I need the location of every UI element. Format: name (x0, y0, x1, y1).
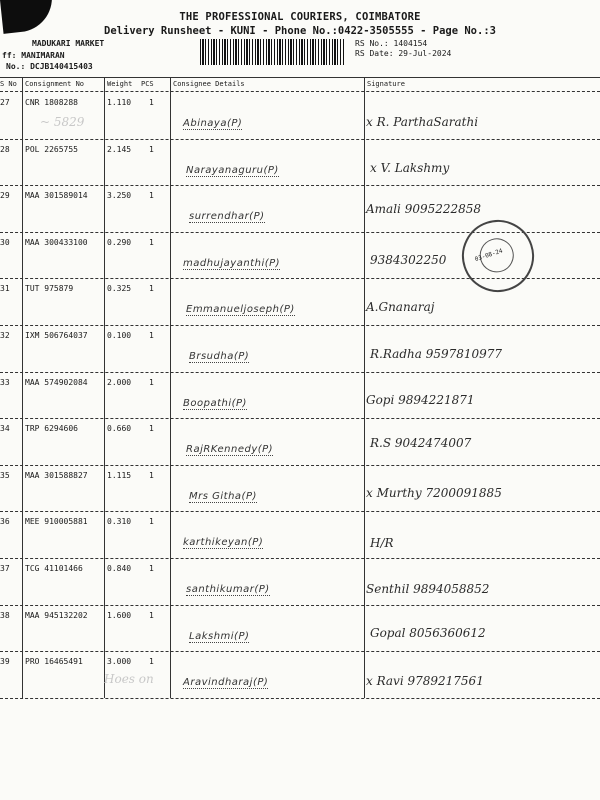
row-pcs: 1 (149, 517, 154, 527)
column-rule (104, 77, 105, 698)
col-header-consignee: Consignee Details (173, 80, 245, 88)
row-divider (0, 372, 600, 373)
row-sno: 27 (0, 98, 10, 107)
row-consignment-no: POL 2265755 (25, 144, 78, 154)
row-consignment-no: MAA 945132202 (25, 610, 88, 620)
row-consignee: Lakshmi(P) (189, 630, 250, 642)
row-divider (0, 651, 600, 652)
row-consignee: karthikeyan(P) (183, 537, 264, 549)
row-sno: 33 (0, 377, 10, 387)
row-sno: 31 (0, 284, 10, 294)
row-consignee: Boopathi(P) (183, 397, 247, 409)
row-signature: Gopal 8056360612 (370, 626, 486, 641)
row-pcs: 1 (149, 98, 154, 107)
row-weight: 1.115 (107, 470, 132, 480)
column-rule (22, 77, 23, 698)
column-rule (364, 77, 365, 698)
staff-label: ff: MANIMARAN (2, 51, 65, 60)
row-sno: 29 (0, 191, 10, 201)
row-signature: Amali 9095222858 (366, 202, 482, 216)
row-divider (0, 325, 600, 326)
row-pcs: 1 (149, 144, 154, 154)
row-divider (0, 605, 600, 606)
row-sno: 39 (0, 657, 10, 667)
row-sno: 36 (0, 517, 10, 527)
page-title: THE PROFESSIONAL COURIERS, COIMBATORE (179, 11, 421, 23)
area-label: MADUKARI MARKET (32, 39, 105, 48)
row-weight: 0.100 (107, 331, 132, 340)
row-signature: A.Gnanaraj (366, 300, 435, 314)
row-divider (0, 511, 600, 512)
rs-date: RS Date: 29-Jul-2024 (355, 49, 452, 58)
row-weight: 0.840 (107, 564, 132, 573)
row-consignee: surrendhar(P) (189, 211, 265, 223)
row-sno: 37 (0, 564, 10, 573)
stamp-date: 03-08-24 (473, 247, 504, 264)
row-pcs: 1 (149, 377, 154, 387)
row-sno: 35 (0, 470, 10, 480)
row-consignment-no: MAA 574902084 (25, 377, 88, 387)
col-header-weight: Weight (107, 80, 133, 88)
row-consignment-no: MAA 301589014 (25, 191, 88, 201)
row-divider (0, 465, 600, 466)
table-top-rule (0, 77, 600, 78)
row-weight: 1.600 (107, 610, 132, 620)
row-consignment-no: CNR 1808288 (25, 98, 78, 107)
rs-number: RS No.: 1404154 (355, 39, 428, 48)
show-through-text: Hoes on (104, 672, 154, 686)
row-sno: 38 (0, 610, 10, 620)
row-consignment-no: PRO 16465491 (25, 657, 83, 667)
row-signature: x V. Lakshmy (370, 161, 450, 175)
row-consignment-no: IXM 506764037 (25, 331, 88, 340)
row-divider (0, 558, 600, 559)
row-weight: 1.110 (107, 98, 132, 107)
runsheet-subtitle: Delivery Runsheet - KUNI - Phone No.:0422-3505555 - Page No.:3 (104, 25, 496, 37)
row-sno: 32 (0, 331, 10, 340)
row-divider (0, 418, 600, 419)
row-pcs: 1 (149, 424, 154, 434)
row-weight: 2.000 (107, 377, 132, 387)
row-pcs: 1 (149, 191, 154, 201)
col-header-consignment: Consignment No (25, 80, 85, 88)
row-pcs: 1 (149, 237, 154, 247)
row-signature: x R. ParthaSarathi (366, 115, 479, 130)
row-consignee: Narayanaguru(P) (186, 164, 279, 176)
row-weight: 0.325 (107, 284, 132, 294)
row-weight: 3.000 (107, 657, 132, 667)
row-sno: 34 (0, 424, 10, 434)
col-header-signature: Signature (367, 80, 405, 88)
row-consignee: Brsudha(P) (189, 351, 250, 362)
row-consignee: Mrs Githa(P) (189, 490, 257, 502)
row-pcs: 1 (149, 657, 154, 667)
col-header-sno: S No (0, 80, 17, 88)
row-consignee: madhujayanthi(P) (183, 257, 281, 269)
row-signature: x Ravi 9789217561 (366, 674, 484, 689)
row-signature: R.Radha 9597810977 (370, 347, 503, 362)
row-divider (0, 185, 600, 186)
row-sno: 28 (0, 144, 10, 154)
row-divider (0, 698, 600, 699)
row-pcs: 1 (149, 470, 154, 480)
table-header-rule (0, 91, 600, 92)
row-signature: R.S 9042474007 (370, 435, 472, 450)
row-consignee: Abinaya(P) (183, 118, 243, 129)
row-weight: 3.250 (107, 191, 132, 201)
row-divider (0, 139, 600, 140)
row-weight: 0.310 (107, 517, 132, 527)
row-consignment-no: MAA 300433100 (25, 237, 88, 247)
row-weight: 0.290 (107, 237, 132, 247)
row-signature: H/R (370, 536, 394, 551)
row-consignment-no: MAA 301588827 (25, 470, 88, 480)
row-signature: Gopi 9894221871 (366, 393, 475, 408)
drs-number: No.: DCJB140415403 (6, 62, 93, 71)
row-weight: 0.660 (107, 424, 132, 434)
row-consignee: Aravindharaj(P) (183, 677, 269, 689)
row-consignee: Emmanueljoseph(P) (186, 304, 295, 316)
row-pcs: 1 (149, 564, 154, 573)
row-consignment-no: TRP 6294606 (25, 424, 78, 434)
show-through-text: ~ 5829 (40, 115, 85, 129)
delivery-stamp (453, 211, 544, 302)
row-signature: Senthil 9894058852 (366, 582, 490, 596)
row-consignee: RajRKennedy(P) (186, 444, 274, 456)
barcode (200, 39, 345, 65)
row-sno: 30 (0, 237, 10, 247)
row-weight: 2.145 (107, 144, 132, 154)
row-signature: x Murthy 7200091885 (366, 485, 502, 500)
row-pcs: 1 (149, 610, 154, 620)
row-signature: 9384302250 (370, 252, 447, 267)
row-pcs: 1 (149, 284, 154, 294)
row-consignee: santhikumar(P) (186, 584, 270, 595)
row-consignment-no: TUT 975879 (25, 284, 74, 294)
row-pcs: 1 (149, 331, 154, 340)
row-consignment-no: TCG 41101466 (25, 564, 83, 573)
column-rule (170, 77, 171, 698)
col-header-pcs: PCS (141, 80, 154, 88)
row-consignment-no: MEE 910005881 (25, 517, 88, 527)
